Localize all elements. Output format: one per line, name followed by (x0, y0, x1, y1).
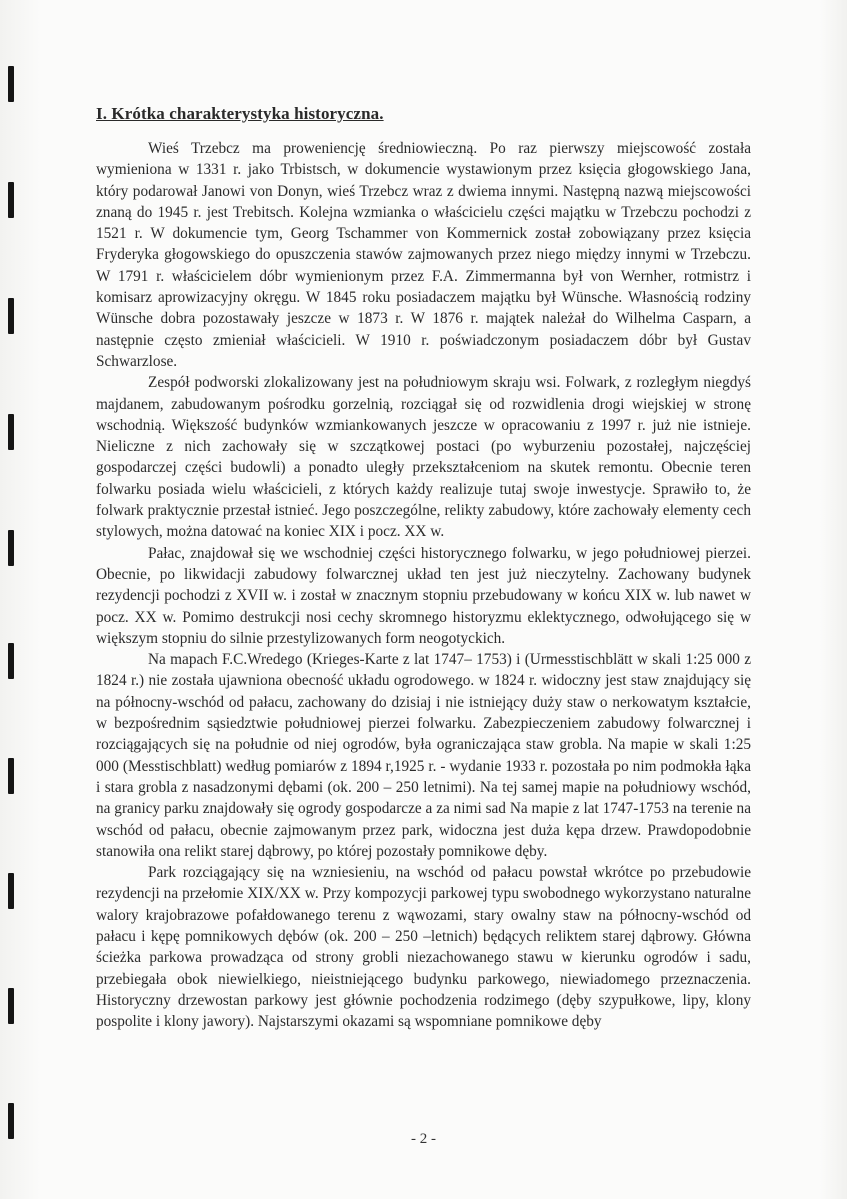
paragraph: Wieś Trzebcz ma proweniencję średniowieczną. Po raz pierwszy miejscowość została wymieniona w 1331 r. jako Trbistsch, w dokumencie wystawionym przez księcia głogowskiego Jana, który podarował Janowi von Donyn, wieś Trzebcz wraz z dwiema innymi. Następną nazwą miejscowości znaną do 1945 r. jest Trebitsch. Kolejna wzmianka o właścicielu części majątku w Trzebczu pochodzi z 1521 r. W dokumencie tym, Georg Tschammer von Kommernick został zobowiązany przez księcia Fryderyka głogowskiego do opuszczenia stawów zajmowanych przez niego między innymi w Trzebczu. W 1791 r. właścicielem dóbr wymienionym przez F.A. Zimmermanna był von Wernher, rotmistrz i komisarz aprowizacyjny okręgu. W 1845 roku posiadaczem majątku był Wünsche. Własnością rodziny Wünsche dobra pozostawały jeszcze w 1873 r. W 1876 r. majątek należał do Wilhelma Casparn, a następnie często zmieniał właścicieli. W 1910 r. poświadczonym posiadaczem dóbr był Gustav Schwarzlose. (96, 140, 751, 370)
binder-hole-mark (8, 182, 14, 218)
binder-hole-mark (8, 873, 14, 909)
binder-hole-mark (8, 758, 14, 794)
paragraph: Pałac, znajdował się we wschodniej części historycznego folwarku, w jego południowej pierzei. Obecnie, po likwidacji zabudowy folwarcznej układ ten jest już nieczytelny. Zachowany budynek rezydencji pochodzi z XVII w. i został w znacznym stopniu przebudowany w końcu XIX w. lub nawet w pocz. XX w. Pomimo destrukcji nosi cechy skromnego historyzmu eklektycznego, odwołującego się w większym stopniu do silnie przestylizowanych form neogotyckich. (96, 544, 751, 647)
paragraph: Na mapach F.C.Wredego (Krieges-Karte z lat 1747– 1753) i (Urmesstischblätt w skali 1:25 000 z 1824 r.) nie została ujawniona obecność układu ogrodowego. w 1824 r. widoczny jest staw znajdujący się na północny-wschód od pałacu, zachowany do dzisiaj i nie istniejący duży staw o nerkowatym kształcie, w bezpośrednim sąsiedztwie południowej pierzei folwarku. Zabezpieczeniem zabudowy folwarcznej i rozciągających się na południe od niej ogrodów, była ograniczająca staw grobla. Na mapie w skali 1:25 000 (Messtischblatt) według pomiarów z 1894 r,1925 r. - wydanie 1933 r. pozostała po nim podmokła łąka i stara grobla z nasadzonymi dębami (ok. 200 – 250 letnimi). Na tej samej mapie na południowy wschód, na granicy parku znajdowały się ogrody gospodarcze a za nimi sad Na mapie z lat 1747-1753 na terenie na wschód od pałacu, obecnie zajmowanym przez park, widoczna jest duża kępa drzew. Prawdopodobnie stanowiła ona relikt starej dąbrowy, po której pozostały pomnikowe dęby. (96, 651, 751, 860)
binder-hole-mark (8, 643, 14, 679)
binder-hole-mark (8, 298, 14, 334)
binder-hole-mark (8, 66, 14, 102)
binder-hole-mark (8, 988, 14, 1024)
binder-hole-mark (8, 414, 14, 450)
page-number: - 2 - (411, 1131, 436, 1147)
body-text (96, 138, 751, 1032)
paragraph: Zespół podworski zlokalizowany jest na południowym skraju wsi. Folwark, z rozległym niegdyś majdanem, zabudowanym pośrodku gorzelnią, rozciągał się od rozwidlenia drogi wiejskiej w stronę wschodnią. Większość budynków wzmiankowanych jeszcze w opracowaniu z 1997 r. już nie istnieje. Nieliczne z nich zachowały się w szczątkowej postaci (po wyburzeniu pozostałej, najczęściej gospodarczej części budowli) a ponadto uległy przekształceniom na skutek remontu. Obecnie teren folwarku posiada wielu właścicieli, z których każdy realizuje tutaj swoje inwestycje. Sprawiło to, że folwark praktycznie przestał istnieć. Jego poszczególne, relikty zabudowy, które zachowały elementy cech stylowych, można datować na koniec XIX i pocz. XX w. (96, 374, 751, 541)
paragraph: Park rozciągający się na wzniesieniu, na wschód od pałacu powstał wkrótce po przebudowie rezydencji na przełomie XIX/XX w. Przy kompozycji parkowej typu swobodnego wykorzystano naturalne walory krajobrazowe pofałdowanego terenu z wąwozami, stary owalny staw na północny-wschód od pałacu i kępę pomnikowych dębów (ok. 200 – 250 –letnich) będących reliktem starej dąbrowy. Główna ścieżka parkowa prowadząca od strony grobli niezachowanego stawu w kierunku ogrodów i sadu, przebiegała obok niewielkiego, nieistniejącego budynku parkowego, niewiadomego przeznaczenia. Historyczny drzewostan parkowy jest głównie pochodzenia rodzimego (dęby szypułkowe, lipy, klony pospolite i klony jawory). Najstarszymi okazami są wspomniane pomnikowe dęby (96, 864, 751, 1031)
binder-hole-mark (8, 530, 14, 566)
section-heading: I. Krótka charakterystyka historyczna. (96, 104, 384, 123)
